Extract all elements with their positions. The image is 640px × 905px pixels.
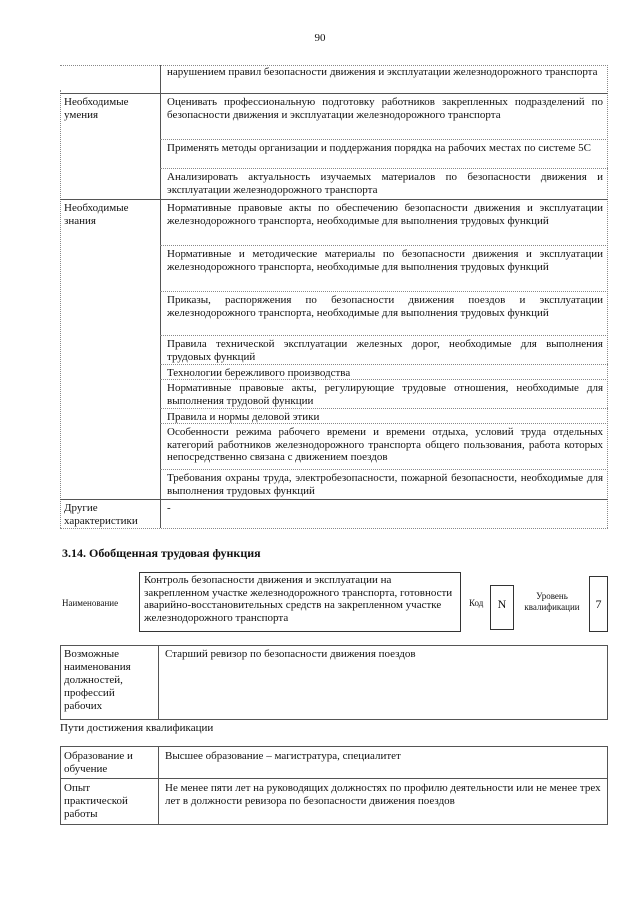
table-cell: Правила и нормы деловой этики xyxy=(167,411,320,423)
table-cell: - xyxy=(167,502,171,514)
qualification-right-border xyxy=(607,746,608,824)
row-separator xyxy=(60,199,608,200)
positions-top-border xyxy=(60,645,608,646)
code-label: Код xyxy=(469,598,484,608)
qualification-left-border xyxy=(60,746,61,824)
positions-right-border xyxy=(607,645,608,719)
table-left-border xyxy=(60,90,61,528)
row-separator xyxy=(160,139,608,140)
table-right-border xyxy=(607,65,608,528)
paths-heading: Пути достижения квалификации xyxy=(60,722,214,734)
qualification-column-divider xyxy=(158,746,159,824)
table-cell: Требования охраны труда, электробезопасности, пожарной безопасности, необходимые для выполнения трудовых функций xyxy=(167,472,603,497)
education-value: Высшее образование – магистратура, специалитет xyxy=(165,750,401,762)
row-separator xyxy=(160,335,608,336)
table-cell: Технологии бережливого производства xyxy=(167,367,351,379)
positions-label: Возможные наименования должностей, профессий рабочих xyxy=(64,648,131,712)
table-cell: нарушением правил безопасности движения и эксплуатации железнодорожного транспорта xyxy=(167,66,598,78)
experience-value: Не менее пяти лет на руководящих должностях по профилю деятельности или не менее трех лет в должности ревизора по безопасности движения поездов xyxy=(165,782,601,807)
row-separator xyxy=(160,364,608,365)
level-value: 7 xyxy=(595,597,602,611)
page-number: 90 xyxy=(314,32,326,44)
table-cell: Нормативные правовые акты по обеспечению безопасности движения и эксплуатации железнодорожного транспорта, необходимые для выполнения трудовых функций xyxy=(167,202,603,227)
code-value: N xyxy=(497,597,507,611)
table-column-divider xyxy=(160,65,161,528)
positions-value: Старший ревизор по безопасности движения поездов xyxy=(165,648,416,660)
name-value: Контроль безопасности движения и эксплуатации на закрепленном участке железнодорожного транспорта, готовности аварийно-восстановительных средств на закрепленном участке железнодорожного транспорта xyxy=(144,574,453,624)
table-cell: Правила технической эксплуатации железных дорог, необходимые для выполнения трудовых функций xyxy=(167,338,603,363)
table-cell: Применять методы организации и поддержания порядка на рабочих местах по системе 5С xyxy=(167,142,591,154)
qualification-top-border xyxy=(60,746,608,747)
table-cell: Приказы, распоряжения по безопасности движения поездов и эксплуатации железнодорожного транспорта, необходимые для выполнения трудовых функций xyxy=(167,294,603,319)
row-separator xyxy=(160,291,608,292)
education-label: Образование и обучение xyxy=(64,750,133,775)
row-separator xyxy=(160,408,608,409)
row-separator xyxy=(160,245,608,246)
qualification-row-separator xyxy=(60,778,608,779)
row-separator xyxy=(160,168,608,169)
positions-bottom-border xyxy=(60,719,608,720)
level-label: Уровень квалификации xyxy=(524,591,580,612)
table-cell: Нормативные и методические материалы по безопасности движения и эксплуатации железнодорожного транспорта, необходимые для выполнения трудовых функций xyxy=(167,248,603,273)
experience-label: Опыт практической работы xyxy=(64,782,128,820)
section-title: 3.14. Обобщенная трудовая функция xyxy=(62,546,261,560)
table-cell: Особенности режима рабочего времени и времени отдыха, условий труда отдельных категорий работников железнодорожного транспорта общего пользования, работа которых непосредственно связана с движением поездов xyxy=(167,426,603,464)
row-label-knowledge: Необходимые знания xyxy=(64,202,129,227)
row-separator xyxy=(60,93,608,94)
row-separator xyxy=(60,499,608,500)
row-label-skills: Необходимые умения xyxy=(64,96,129,121)
qualification-bottom-border xyxy=(60,824,608,825)
positions-left-border xyxy=(60,645,61,719)
row-separator xyxy=(160,469,608,470)
table-cell: Нормативные правовые акты, регулирующие трудовые отношения, необходимые для выполнения трудовой функции xyxy=(167,382,603,407)
positions-column-divider xyxy=(158,645,159,719)
row-label-other: Другие характеристики xyxy=(64,502,138,527)
table-bottom-border xyxy=(60,528,608,529)
table-cell: Анализировать актуальность изучаемых материалов по безопасности движения и эксплуатации железнодорожного транспорта xyxy=(167,171,603,196)
table-cell: Оценивать профессиональную подготовку работников закрепленных подразделений по безопасности движения и эксплуатации железнодорожного транспорта xyxy=(167,96,603,121)
name-label: Наименование xyxy=(62,598,119,608)
